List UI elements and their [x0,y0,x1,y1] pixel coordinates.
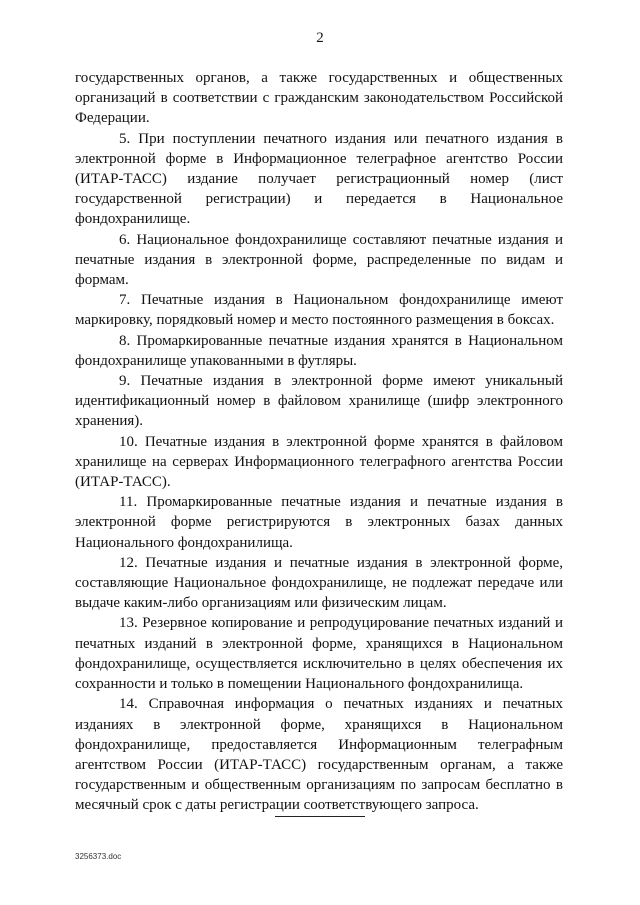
paragraph-item-13: 13. Резервное копирование и репродуцирование печатных изданий и печатных изданий в электронной форме, хранящихся в Национальном фондохранилище, осуществляется исключительно в целях обеспечения их сохранности и только в помещении Национального фондохранилища. [75,615,563,693]
paragraph-item-5: 5. При поступлении печатного издания или печатного издания в электронной форме в Информационное телеграфное агентство России (ИТАР-ТАСС) издание получает регистрационный номер (лист государственной регистрации) и передается в Национальное фондохранилище. [75,130,563,228]
paragraph-item-9: 9. Печатные издания в электронной форме имеют уникальный идентификационный номер в файловом хранилище (шифр электронного хранения). [75,373,563,430]
end-of-text-rule [275,816,365,817]
document-body [75,68,563,816]
paragraph-item-11: 11. Промаркированные печатные издания и печатные издания в электронной форме регистрируются в электронных базах данных Национального фондохранилища. [75,494,563,551]
page-number: 2 [316,30,324,46]
document-file-id: 3256373.doc [75,852,122,861]
paragraph-item-8: 8. Промаркированные печатные издания хранятся в Национальном фондохранилище упакованными в футляры. [75,332,563,369]
paragraph-item-14: 14. Справочная информация о печатных изданиях и печатных изданиях в электронной форме, хранящихся в Национальном фондохранилище, предоставляется Информационным телеграфным агентством России (ИТАР-ТАСС) государственным органам, а также государственным и общественным организациям по запросам бесплатно в месячный срок с даты регистрации соответствующего запроса. [75,696,563,814]
paragraph-item-10: 10. Печатные издания в электронной форме хранятся в файловом хранилище на серверах Информационного телеграфного агентства России (ИТАР-ТАСС). [75,433,563,491]
paragraph-item-12: 12. Печатные издания и печатные издания в электронной форме, составляющие Национальное фондохранилище, не подлежат передаче или выдаче каким-либо организациям или физическим лицам. [75,554,563,612]
paragraph-item-6: 6. Национальное фондохранилище составляют печатные издания и печатные издания в электронной форме, распределенные по видам и формам. [75,231,563,289]
paragraph-continuation: государственных органов, а также государственных и общественных организаций в соответствии с гражданским законодательством Российской Федерации. [75,70,563,127]
paragraph-item-7: 7. Печатные издания в Национальном фондохранилище имеют маркировку, порядковый номер и место постоянного размещения в боксах. [75,292,563,329]
